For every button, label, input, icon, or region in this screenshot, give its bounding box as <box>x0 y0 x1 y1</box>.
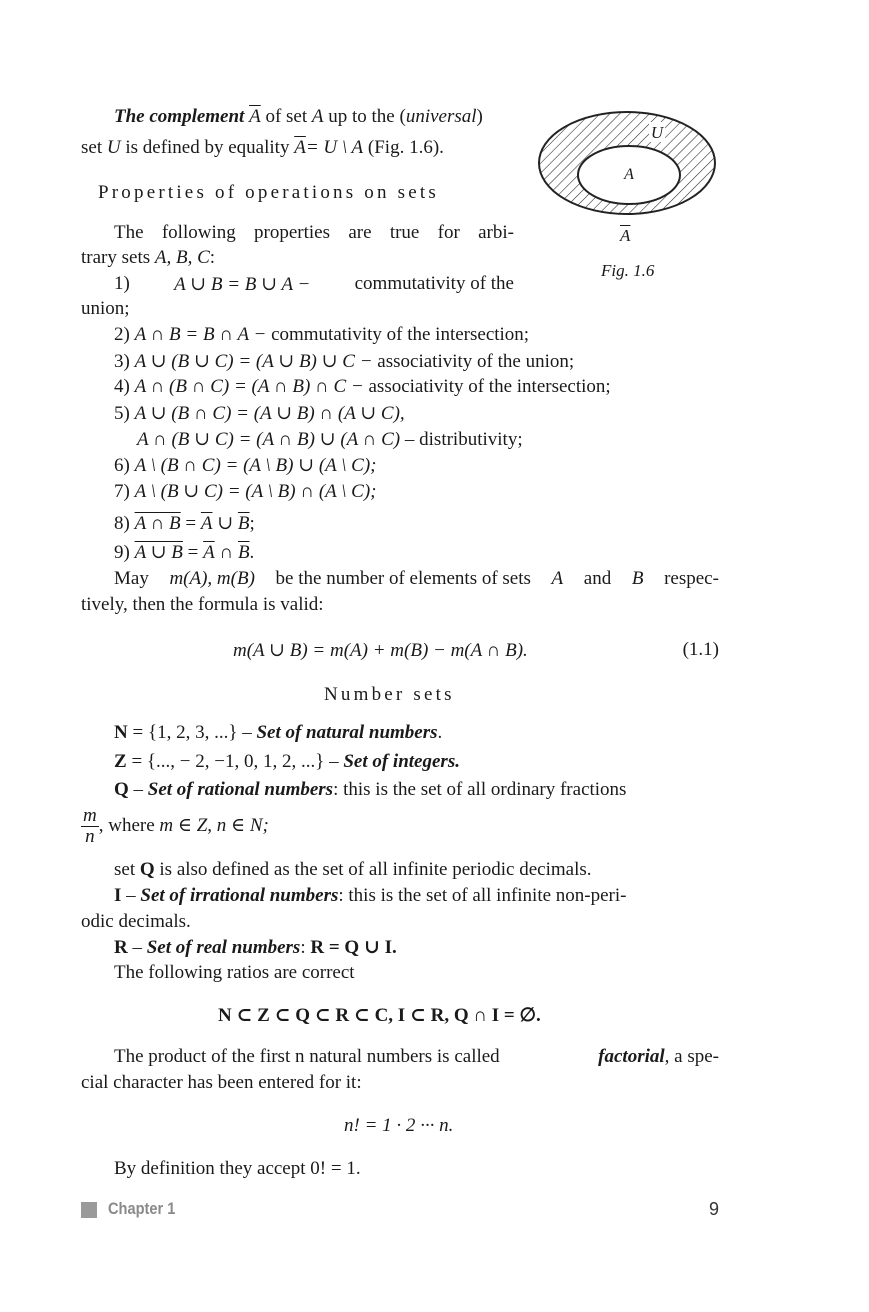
set-r-name: Set of real numbers <box>146 937 301 958</box>
property-formula: A ∪ (B ∪ C) = (A ∪ B) ∪ C − <box>134 351 373 372</box>
fraction-m-over-n <box>81 806 99 847</box>
property-number: 8) <box>114 513 130 534</box>
property-number: 6) <box>114 455 130 476</box>
set-q-name: Set of rational numbers <box>147 779 334 800</box>
property-lhs: A ∩ B <box>134 513 181 534</box>
irrationals-line <box>81 885 626 907</box>
factorial-formula-text: n! = 1 · 2 ··· n. <box>344 1115 454 1136</box>
complement-formula: = U \ A <box>305 137 364 158</box>
irrationals-cont: odic decimals. <box>81 911 191 932</box>
property-formula: A ∪ (B ∩ C) = (A ∪ B) ∩ (A ∪ C), <box>134 403 405 424</box>
operator: ∩ <box>219 542 234 563</box>
figure-caption: Fig. 1.6 <box>601 261 655 280</box>
intro-sets: A, B, C <box>154 247 210 268</box>
property-3 <box>81 350 574 373</box>
count-formula-display <box>233 639 528 662</box>
count-and: and <box>583 568 612 589</box>
rationals-periodic-line <box>81 859 592 881</box>
property-6 <box>81 454 377 477</box>
where-text: , where <box>98 814 155 836</box>
figure-label-a: A <box>624 166 634 183</box>
set-i-text: : this is the set of all infinite non-peri- <box>338 885 627 906</box>
equals-sign: = <box>187 542 199 563</box>
natural-numbers-line <box>81 722 442 744</box>
figure-label-u: U <box>650 123 664 142</box>
number-sets-heading: Number sets <box>324 684 455 705</box>
rationals-line <box>81 779 626 801</box>
set-z-definition: = {..., − 2, −1, 0, 1, 2, ...} – <box>131 751 339 772</box>
property-4 <box>81 376 611 398</box>
properties-intro-text: The following properties are true for arbi- <box>114 222 514 243</box>
operator: ∪ <box>217 513 234 534</box>
count-line-1 <box>114 568 719 590</box>
property-2 <box>81 324 529 346</box>
paren-close: ) <box>476 106 483 127</box>
reals-line <box>81 936 397 959</box>
complement-text: of set <box>265 106 308 127</box>
property-text: commutativity of the intersection; <box>271 324 530 345</box>
page <box>81 0 719 1312</box>
count-text-3: respec- <box>664 568 719 589</box>
punctuation: ; <box>249 513 255 534</box>
property-8 <box>81 512 255 535</box>
factorial-text-2: , a spe- <box>664 1046 719 1067</box>
complement-formula-A: $\overline{A}$ <box>294 137 306 158</box>
property-formula: A ∩ (B ∪ C) = (A ∩ B) ∪ (A ∩ C) <box>137 429 401 450</box>
property-formula: A ∪ B = B ∪ A − <box>174 274 311 295</box>
complement-text-3: set <box>81 137 103 158</box>
property-1-cont: union; <box>81 298 130 319</box>
property-formula: A \ (B ∪ C) = (A \ B) ∩ (A \ C); <box>134 481 377 502</box>
complement-b: $\overline{B}$ <box>237 542 250 563</box>
fraction-denominator: n <box>85 826 95 847</box>
property-number: 1) <box>114 273 130 294</box>
properties-intro-line-1 <box>114 222 514 244</box>
set-n-definition: = {1, 2, 3, ...} – <box>132 722 252 743</box>
set-n-name: Set of natural numbers <box>256 722 438 743</box>
set-q-text: : this is the set of all ordinary fractions <box>333 779 627 800</box>
ratios-formula: N ⊂ Z ⊂ Q ⊂ R ⊂ C, I ⊂ R, Q ∩ I = ∅. <box>218 1005 541 1026</box>
figure-1-6 <box>536 108 718 288</box>
set-symbol: A <box>551 568 564 589</box>
set-i-name: Set of irrational numbers <box>140 885 339 906</box>
property-formula: A ∩ (B ∩ C) = (A ∩ B) ∩ C − <box>134 376 364 397</box>
set-symbol: B <box>631 568 644 589</box>
set-symbol: A <box>311 106 324 127</box>
set-word: set <box>114 859 136 880</box>
property-text: associativity of the intersection; <box>368 376 611 397</box>
property-number: 9) <box>114 542 130 563</box>
figure-reference: (Fig. 1.6). <box>367 137 444 158</box>
set-z-name: Set of integers. <box>343 751 460 772</box>
set-i-symbol: I <box>114 885 122 906</box>
complement-text-4: is defined by equality <box>125 137 290 158</box>
punctuation: . <box>437 722 443 743</box>
properties-intro-line-2 <box>81 247 215 269</box>
universal-symbol: U <box>106 137 121 158</box>
intro-text: trary sets <box>81 247 151 268</box>
set-q-symbol: Q <box>139 859 155 880</box>
inclusion-exclusion-formula: m(A ∪ B) = m(A) + m(B) − m(A ∩ B). <box>233 640 528 661</box>
property-text: – distributivity; <box>404 429 523 450</box>
figure-label-abar: $\overline{A}$ <box>620 226 631 245</box>
factorial-formula <box>344 1115 453 1137</box>
where-formula: m ∈ Z, n ∈ N; <box>159 814 269 836</box>
set-r-symbol: R <box>114 937 128 958</box>
colon: : <box>300 937 306 958</box>
universal-word: universal <box>405 106 477 127</box>
set-r-formula: R = Q ∪ I. <box>310 937 397 958</box>
ratios-intro: The following ratios are correct <box>114 962 355 983</box>
equals-sign: = <box>185 513 197 534</box>
property-number: 7) <box>114 481 130 502</box>
fraction-line <box>81 806 269 847</box>
factorial-word: factorial <box>598 1046 665 1067</box>
intro-colon: : <box>209 247 216 268</box>
complement-symbol: $\overline{A}$ <box>249 106 261 127</box>
venn-diagram <box>536 108 718 218</box>
property-text: associativity of the union; <box>377 351 575 372</box>
property-5 <box>81 402 405 425</box>
punctuation: . <box>249 542 255 563</box>
dash: – <box>126 885 136 906</box>
complement-line-1 <box>81 106 483 128</box>
count-line-2: tively, then the formula is valid: <box>81 594 324 615</box>
property-text: commutativity of the <box>354 273 514 294</box>
property-5-cont <box>137 428 523 451</box>
complement-line-2 <box>81 137 444 159</box>
complement-b: $\overline{B}$ <box>237 513 250 534</box>
chapter-marker-icon <box>81 1202 97 1218</box>
property-7 <box>81 480 377 503</box>
set-q-symbol: Q <box>114 779 129 800</box>
set-q-periodic-text: is also defined as the set of all infinite periodic decimals. <box>159 859 592 880</box>
property-9 <box>81 541 254 564</box>
fraction-numerator: m <box>83 805 97 826</box>
factorial-definition: By definition they accept 0! = 1. <box>114 1158 361 1179</box>
set-z-symbol: Z <box>114 751 127 772</box>
integers-line <box>81 751 460 773</box>
count-text: May <box>114 568 149 589</box>
page-number: 9 <box>708 1199 719 1219</box>
count-text-2: be the number of elements of sets <box>275 568 531 589</box>
property-1 <box>114 273 514 296</box>
chapter-label: Chapter 1 <box>108 1199 176 1218</box>
count-formula: m(A), m(B) <box>169 568 255 589</box>
set-n-symbol: N <box>114 722 128 743</box>
property-number: 4) <box>114 376 130 397</box>
properties-heading: Properties of operations on sets <box>98 182 439 203</box>
dash: – <box>133 779 144 800</box>
complement-term: The complement <box>114 106 245 127</box>
property-formula: A ∩ B = B ∩ A − <box>134 324 267 345</box>
complement-a: $\overline{A}$ <box>200 513 213 534</box>
property-formula: A \ (B ∩ C) = (A \ B) ∪ (A \ C); <box>134 455 377 476</box>
factorial-text: The product of the first n natural numbers is called <box>114 1046 500 1067</box>
property-lhs: A ∪ B <box>134 542 183 563</box>
property-number: 3) <box>114 351 130 372</box>
property-number: 5) <box>114 403 130 424</box>
property-number: 2) <box>114 324 130 345</box>
complement-text-2: up to the ( <box>328 106 406 127</box>
factorial-line-1 <box>114 1046 719 1068</box>
dash: – <box>132 937 142 958</box>
factorial-line-2: cial character has been entered for it: <box>81 1072 362 1093</box>
complement-a: $\overline{A}$ <box>203 542 215 563</box>
formula-number: (1.1) <box>682 639 719 660</box>
